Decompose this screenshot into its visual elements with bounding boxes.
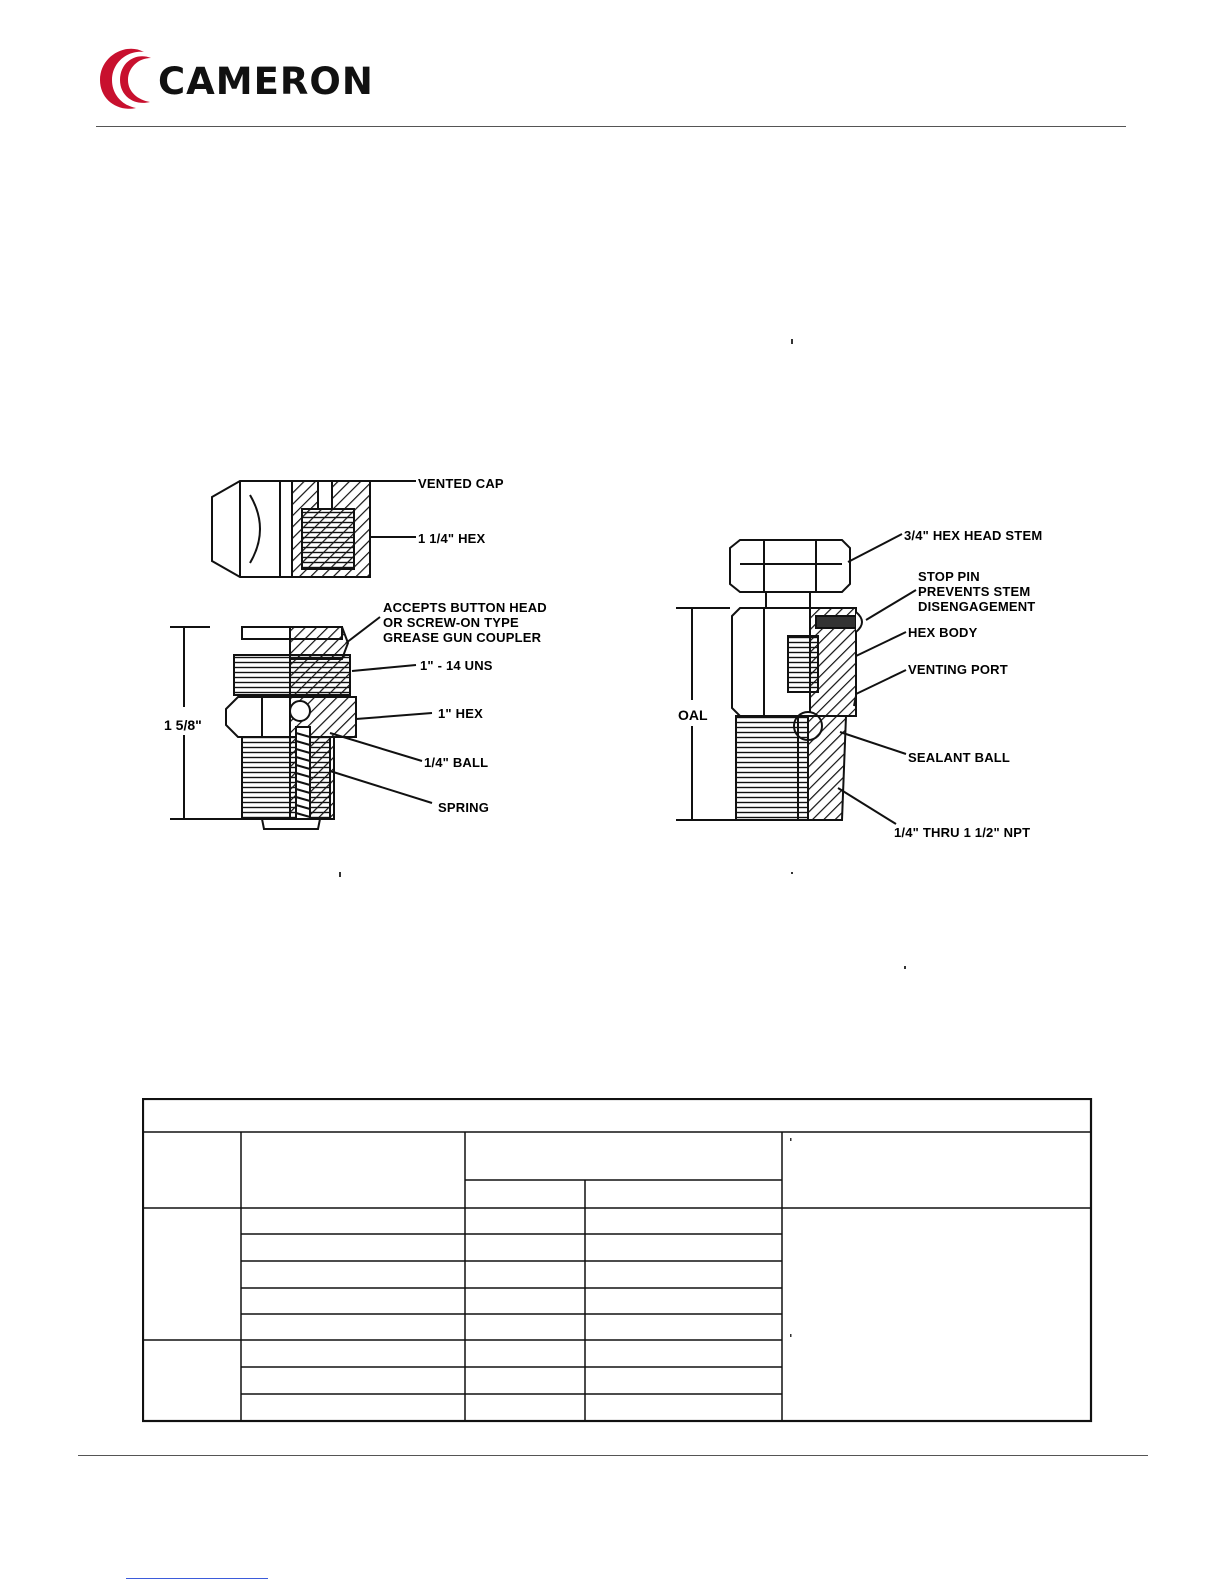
- specification-table: [142, 1098, 1093, 1424]
- label-cap-hex: 1 1/4" HEX: [418, 531, 486, 546]
- scan-speck: [339, 872, 341, 877]
- scan-speck: [790, 1138, 792, 1141]
- label-height: 1 5/8": [164, 717, 202, 733]
- label-accepts-3: GREASE GUN COUPLER: [383, 630, 542, 645]
- label-accepts-1: ACCEPTS BUTTON HEAD: [383, 600, 547, 615]
- grease-fitting-diagram: [150, 465, 570, 845]
- header-divider: [96, 126, 1126, 127]
- scan-speck: [791, 339, 793, 344]
- label-hex: 1" HEX: [438, 706, 483, 721]
- label-ball: 1/4" BALL: [424, 755, 489, 770]
- cameron-logo-icon: [96, 44, 166, 114]
- label-venting-port: VENTING PORT: [908, 662, 1008, 677]
- label-stop-3: DISENGAGEMENT: [918, 599, 1036, 614]
- brand-name: CAMERON: [158, 60, 374, 103]
- label-stop-1: STOP PIN: [918, 569, 980, 584]
- footer-divider: [78, 1455, 1148, 1456]
- label-stop-2: PREVENTS STEM: [918, 584, 1031, 599]
- scan-speck: [791, 872, 793, 874]
- label-npt: 1/4" THRU 1 1/2" NPT: [894, 825, 1031, 840]
- sealant-injector-diagram: [670, 520, 1100, 850]
- label-stem: 3/4" HEX HEAD STEM: [904, 528, 1043, 543]
- table-border: [143, 1099, 1091, 1421]
- scan-speck: [904, 966, 906, 969]
- label-sealant-ball: SEALANT BALL: [908, 750, 1011, 765]
- label-vented-cap: VENTED CAP: [418, 476, 504, 491]
- label-oal: OAL: [678, 707, 708, 723]
- label-accepts-2: OR SCREW-ON TYPE: [383, 615, 519, 630]
- label-hex-body: HEX BODY: [908, 625, 978, 640]
- label-thread: 1" - 14 UNS: [420, 658, 493, 673]
- label-spring: SPRING: [438, 800, 490, 815]
- scan-speck: [790, 1334, 792, 1337]
- footer-link-underline[interactable]: [126, 1578, 268, 1579]
